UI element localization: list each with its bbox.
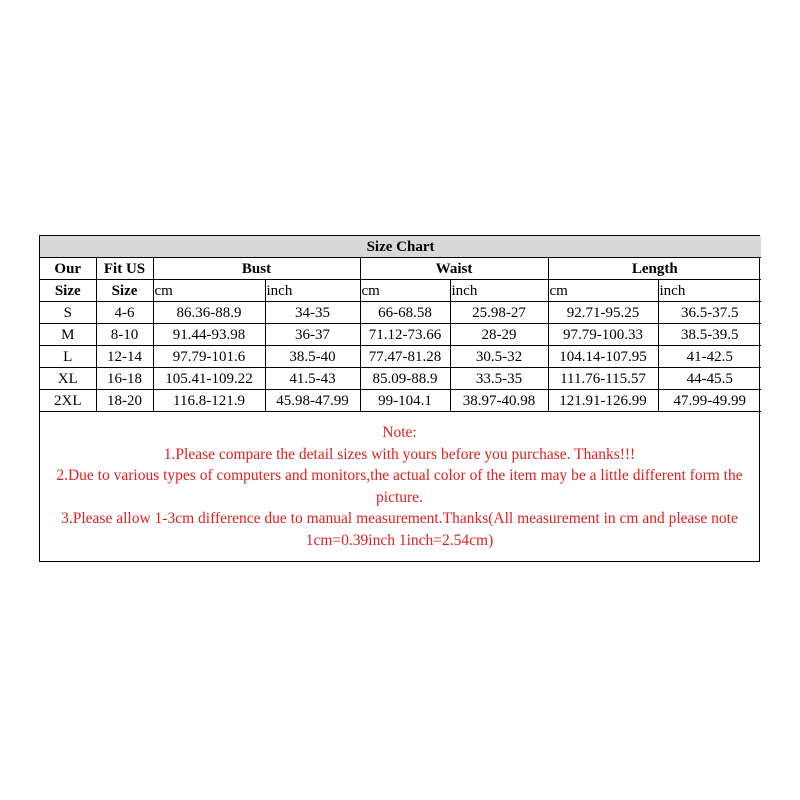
header-length: Length [548,258,761,280]
table-row [40,346,761,368]
table-row [40,390,761,412]
cell: 41-42.5 [658,346,761,368]
cell: 85.09-88.9 [360,368,450,390]
cell: 66-68.58 [360,302,450,324]
unit-length-cm: cm [548,280,658,302]
cell: 2XL [40,390,96,412]
cell: 104.14-107.95 [548,346,658,368]
cell: 111.76-115.57 [548,368,658,390]
header-our-size-2: Size [40,280,96,302]
cell: 25.98-27 [450,302,548,324]
cell: 4-6 [96,302,153,324]
header-waist: Waist [360,258,548,280]
cell: 97.79-101.6 [153,346,265,368]
cell: 121.91-126.99 [548,390,658,412]
unit-bust-cm: cm [153,280,265,302]
cell: 16-18 [96,368,153,390]
size-chart-table [40,236,761,412]
note-heading: Note: [382,424,417,441]
unit-waist-cm: cm [360,280,450,302]
table-row [40,324,761,346]
cell: 97.79-100.33 [548,324,658,346]
note-line-3: 3.Please allow 1-3cm difference due to manual measurement.Thanks(All measurement in cm and please note 1cm=0.39inch 1inch=2.54cm) [61,510,738,549]
cell: 28-29 [450,324,548,346]
cell: XL [40,368,96,390]
note-block [40,412,759,551]
header-fit-us-2: Size [96,280,153,302]
cell: L [40,346,96,368]
table-row [40,368,761,390]
cell: 38.5-39.5 [658,324,761,346]
note-line-2: 2.Due to various types of computers and monitors,the actual color of the item may be a little different form the picture. [56,467,743,506]
cell: 38.5-40 [265,346,360,368]
size-chart [39,235,760,562]
cell: 38.97-40.98 [450,390,548,412]
cell: 34-35 [265,302,360,324]
cell: 41.5-43 [265,368,360,390]
note-line-1: 1.Please compare the detail sizes with yours before you purchase. Thanks!!! [163,445,636,463]
cell: 8-10 [96,324,153,346]
cell: 33.5-35 [450,368,548,390]
cell: 30.5-32 [450,346,548,368]
cell: 91.44-93.98 [153,324,265,346]
cell: 71.12-73.66 [360,324,450,346]
cell: 36-37 [265,324,360,346]
cell: 86.36-88.9 [153,302,265,324]
unit-waist-inch: inch [450,280,548,302]
cell: S [40,302,96,324]
cell: 18-20 [96,390,153,412]
cell: 45.98-47.99 [265,390,360,412]
cell: 116.8-121.9 [153,390,265,412]
cell: 99-104.1 [360,390,450,412]
cell: M [40,324,96,346]
cell: 36.5-37.5 [658,302,761,324]
cell: 92.71-95.25 [548,302,658,324]
unit-bust-inch: inch [265,280,360,302]
unit-length-inch: inch [658,280,761,302]
cell: 47.99-49.99 [658,390,761,412]
table-row [40,302,761,324]
header-our-size: Our [40,258,96,280]
cell: 12-14 [96,346,153,368]
header-bust: Bust [153,258,360,280]
chart-title: Size Chart [40,236,761,258]
cell: 105.41-109.22 [153,368,265,390]
header-fit-us: Fit US [96,258,153,280]
cell: 77.47-81.28 [360,346,450,368]
cell: 44-45.5 [658,368,761,390]
